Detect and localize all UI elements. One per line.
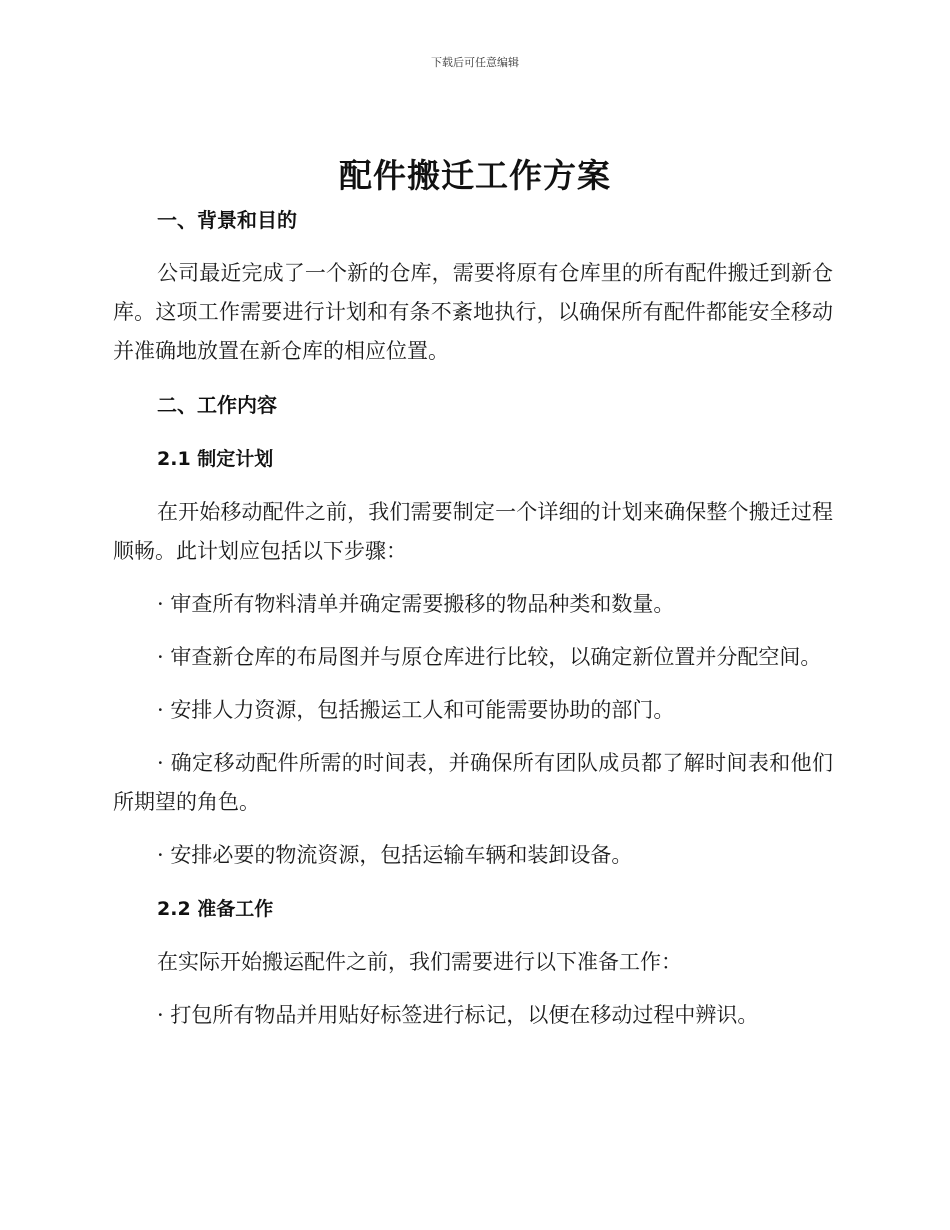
header-note: 下载后可任意编辑 [431,56,519,69]
section-2-2-paragraph: 在实际开始搬运配件之前，我们需要进行以下准备工作： [157,950,682,974]
section-1-heading: 一、背景和目的 [157,208,297,232]
section-2-heading: 二、工作内容 [157,393,277,417]
section-2-1-paragraph: 在开始移动配件之前，我们需要制定一个详细的计划来确保整个搬迁过程顺畅。此计划应包括以下步骤： [113,500,833,563]
list-item: · 审查新仓库的布局图并与原仓库进行比较，以确定新位置并分配空间。 [157,645,822,669]
list-item: · 打包所有物品并用贴好标签进行标记，以便在移动过程中辨识。 [157,1003,759,1027]
section-2-1-heading: 2.1 制定计划 [157,448,274,470]
document-title: 配件搬迁工作方案 [339,156,611,195]
list-item: · 审查所有物料清单并确定需要搬移的物品种类和数量。 [157,592,675,616]
section-2-2-heading: 2.2 准备工作 [157,898,274,920]
document-body [113,200,833,1035]
list-item: · 安排人力资源，包括搬运工人和可能需要协助的部门。 [157,698,675,722]
list-item: · 安排必要的物流资源，包括运输车辆和装卸设备。 [157,843,633,867]
section-1-paragraph: 公司最近完成了一个新的仓库，需要将原有仓库里的所有配件搬迁到新仓库。这项工作需要进行计划和有条不紊地执行，以确保所有配件都能安全移动并准确地放置在新仓库的相应位置。 [113,261,833,363]
list-item: · 确定移动配件所需的时间表，并确保所有团队成员都了解时间表和他们所期望的角色。 [113,751,833,814]
